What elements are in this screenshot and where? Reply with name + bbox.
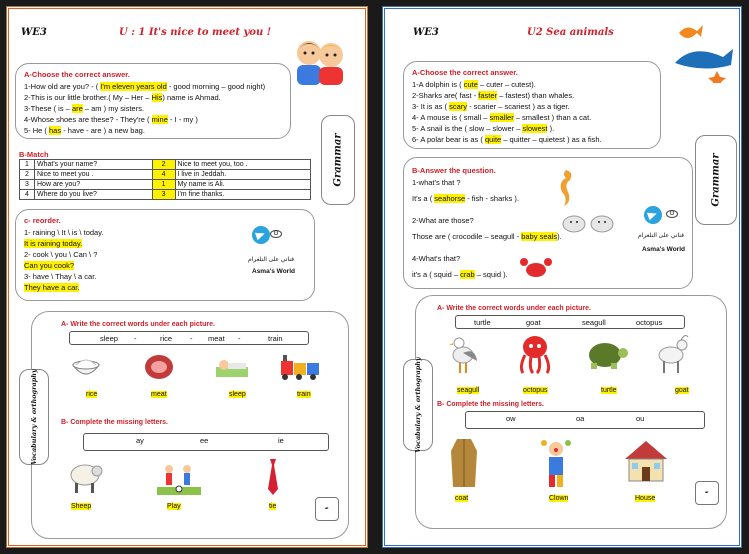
grammar-label-right: Grammar [710, 153, 722, 207]
turtle-picture [583, 337, 629, 373]
letter-bank-item: ie [278, 436, 284, 445]
left-choose-line-4 [24, 115, 198, 124]
picture-caption: rice [86, 391, 98, 398]
picture-caption: Clown [549, 495, 569, 502]
right-choose-line-1 [412, 80, 536, 89]
match-cell: 4 [20, 190, 35, 200]
letter-bank-item: ow [506, 414, 516, 423]
calligraphy-stamp-icon: ✒ [315, 497, 339, 521]
answer-text-post: - good morning – good night) [166, 82, 266, 91]
picture-caption: tie [269, 503, 277, 510]
highlighted-answer: mine [151, 115, 168, 124]
word-bank-item: sleep [100, 334, 118, 343]
match-cell: Nice to meet you . [35, 170, 153, 180]
answer-text-pre: 2-This is our little brother.( My – Her – [24, 93, 152, 102]
picture-caption: train [297, 391, 311, 398]
answer-2: Those are ( crocodile – seagull - baby seals). [412, 232, 562, 241]
right-choose-line-5 [412, 124, 554, 133]
left-choose-line-3 [24, 104, 144, 113]
highlighted-answer: smaller [489, 113, 514, 122]
match-cell: 1 [20, 160, 35, 170]
answer-text-pre: 5- A snail is the ( slow – slower – [412, 124, 523, 133]
left-worksheet-page [6, 6, 368, 548]
house-picture [623, 439, 669, 483]
word-bank-item: seagull [582, 318, 606, 327]
table-row [20, 170, 311, 180]
goat-picture [655, 333, 689, 377]
reorder-line-1 [24, 228, 103, 237]
section-b-title-right: B-Answer the question. [412, 166, 496, 175]
reorder-answer: It is raining today. [24, 239, 83, 248]
clown-picture [541, 437, 571, 491]
reorder-line-4 [24, 261, 74, 270]
section-a-title-right: A-Choose the correct answer. [412, 68, 518, 77]
match-cell: 2 [20, 170, 35, 180]
seagull-picture [449, 333, 479, 375]
match-cell: What's your name? [35, 160, 153, 170]
picture-caption: seagull [457, 387, 480, 394]
highlighted-answer: I'm eleven years old [100, 82, 167, 91]
vocab-label: Vocabulary & orthography [30, 369, 38, 465]
sea-animals-picture [673, 23, 737, 83]
answer-3: it's a ( squid – crab – squid ). [412, 270, 508, 279]
answer-text-pre: 4-Whose shoes are these? - They're ( [24, 115, 152, 124]
right-unit-title: U2 Sea animals [527, 27, 614, 38]
reorder-answer: They have a car. [24, 283, 80, 292]
reorder-line-6 [24, 283, 79, 292]
vocab-label-box-right [403, 359, 433, 451]
reorder-prompt: 1- raining \ It \ is \ today. [24, 228, 104, 237]
word-bank-item: goat [526, 318, 541, 327]
letter-bank-item: ou [636, 414, 645, 423]
section-b2-title: B- Complete the missing letters. [61, 419, 168, 426]
word-bank [69, 331, 309, 345]
logo-mark-icon: ʘ [270, 230, 282, 238]
reorder-prompt: 2- cook \ you \ Can \ ? [24, 250, 98, 259]
letter-bank-right [465, 411, 705, 429]
right-worksheet-page [382, 6, 742, 548]
answer-question-box [403, 157, 693, 289]
match-cell: 1 [152, 180, 175, 190]
question-1: 1-what's that ? [412, 178, 461, 187]
answer-text-post: - I - my ) [167, 115, 198, 124]
highlighted-answer: cute [463, 80, 478, 89]
grammar-label-box-right [695, 135, 737, 225]
choose-answer-box-right [403, 61, 661, 149]
match-cell: How are you? [35, 180, 153, 190]
word-bank-item: - [238, 334, 241, 343]
match-cell: 3 [20, 180, 35, 190]
left-unit-title: U : 1 It's nice to meet you ! [119, 27, 272, 38]
answer-text-post: – fastest) than whales. [497, 91, 575, 100]
section-b2-title-right: B- Complete the missing letters. [437, 401, 544, 408]
answer-text-pre: 1-How old are you? - ( [24, 82, 101, 91]
section-a-title: A-Choose the correct answer. [24, 70, 130, 79]
reorder-answer: Can you cook? [24, 261, 75, 270]
telegram-icon-right [644, 206, 662, 224]
reorder-prompt: 3- have \ Thay \ a car. [24, 272, 97, 281]
picture-caption: turtle [601, 387, 617, 394]
play-picture [157, 461, 201, 497]
match-cell: Nice to meet you, too . [175, 160, 310, 170]
letter-bank-item: ee [200, 436, 209, 445]
answer-text-post: ). [547, 124, 555, 133]
letter-bank-item: ay [136, 436, 144, 445]
match-cell: 3 [152, 190, 175, 200]
answer-text-post: – cuter – cutest). [477, 80, 536, 89]
octopus-picture [515, 333, 555, 375]
vocab-label-box [19, 369, 49, 465]
word-bank-right [455, 315, 685, 329]
telegram-icon [252, 226, 270, 244]
word-bank-item: - [190, 334, 193, 343]
answer-text-post: ) name is Ahmad. [162, 93, 221, 102]
answer-text-post: - scarier – scariest ) as a tiger. [467, 102, 570, 111]
letter-bank [83, 433, 329, 451]
right-choose-line-2 [412, 91, 574, 100]
answer-text-pre: 5- He ( [24, 126, 50, 135]
left-choose-line-5 [24, 126, 145, 135]
word-bank-item: octopus [636, 318, 663, 327]
section-c-title: c- reorder. [24, 216, 61, 225]
sleep-picture [214, 353, 250, 381]
left-choose-line-1 [24, 82, 265, 91]
right-choose-line-4 [412, 113, 591, 122]
highlighted-answer: are [71, 104, 83, 113]
meat-picture [143, 353, 175, 381]
choose-answer-box [15, 63, 291, 139]
left-header: WE3 [21, 27, 47, 38]
match-cell: My name is Ali. [175, 180, 310, 190]
section-a2-title: A- Write the correct words under each picture. [61, 321, 215, 328]
highlighted-answer: faster [478, 91, 498, 100]
highlighted-answer: slowest [522, 124, 548, 133]
reorder-line-2 [24, 239, 82, 248]
coat-picture [449, 437, 479, 489]
answer-text-post: – quitter – quietest ) as a fish. [501, 135, 602, 144]
word-bank-item: rice [160, 334, 173, 343]
match-cell: I'm fine thanks. [175, 190, 310, 200]
word-bank-item: meat [208, 334, 225, 343]
crab-picture [520, 256, 552, 280]
right-header: WE3 [413, 27, 439, 38]
highlighted-answer: has [49, 126, 62, 135]
reorder-line-3 [24, 250, 97, 259]
baby-seals-picture [562, 210, 616, 234]
table-row [20, 190, 311, 200]
answer-text-pre: 3- It is as ( [412, 102, 450, 111]
brand-arabic-right: قناتي على التلغرام [638, 233, 684, 239]
answer-text-pre: 3-These ( is – [24, 104, 72, 113]
section-a2-title-right: A- Write the correct words under each picture. [437, 305, 591, 312]
picture-caption: goat [675, 387, 689, 394]
match-cell: 2 [152, 160, 175, 170]
picture-caption: octopus [523, 387, 548, 394]
reorder-box [15, 209, 315, 301]
brand-arabic: قناتي على التلغرام [248, 257, 294, 263]
logo-mark-icon-right: ʘ [666, 210, 678, 218]
picture-caption: sleep [229, 391, 246, 398]
brand-name: Asma's World [252, 268, 295, 275]
match-cell: I live in Jeddah. [175, 170, 310, 180]
tie-picture [265, 457, 281, 497]
highlighted-answer: quite [484, 135, 502, 144]
letter-bank-item: oa [576, 414, 585, 423]
table-row [20, 180, 311, 190]
right-choose-line-3 [412, 102, 570, 111]
picture-caption: Sheep [71, 503, 92, 510]
rice-picture [71, 353, 101, 383]
kids-picture [291, 35, 347, 87]
reorder-line-5 [24, 272, 96, 281]
picture-caption: House [635, 495, 656, 502]
calligraphy-stamp-icon-right: ✒ [695, 481, 719, 505]
match-cell: 4 [152, 170, 175, 180]
highlighted-answer: scary [449, 102, 468, 111]
picture-caption: coat [455, 495, 469, 502]
grammar-label: Grammar [332, 133, 344, 187]
match-table [19, 159, 311, 200]
answer-text-pre: 6- A polar bear is as ( [412, 135, 485, 144]
brand-name-right: Asma's World [642, 246, 685, 253]
table-row [20, 160, 311, 170]
grammar-label-box [321, 115, 355, 205]
answer-1: It's a ( seahorse - fish - sharks ). [412, 194, 519, 203]
answer-text-post: – smallest ) than a cat. [513, 113, 592, 122]
right-choose-line-6 [412, 135, 602, 144]
question-3: 4-What's that? [412, 254, 461, 263]
answer-text-post: – am ) my sisters. [82, 104, 145, 113]
highlighted-answer: His [151, 93, 163, 102]
match-cell: Where do you live? [35, 190, 153, 200]
answer-text-post: - have - are ) a new bag. [61, 126, 145, 135]
train-picture [279, 353, 321, 381]
word-bank-item: - [134, 334, 137, 343]
picture-caption: meat [151, 391, 167, 398]
answer-text-pre: 2-Sharks are( fast - [412, 91, 479, 100]
answer-text-pre: 1-A dolphin is ( [412, 80, 464, 89]
picture-caption: Play [167, 503, 181, 510]
word-bank-item: turtle [474, 318, 491, 327]
vocab-label-right: Vocabulary & orthography [414, 357, 422, 453]
section-b-title: B-Match [19, 150, 49, 159]
answer-text-pre: 4- A mouse is ( small – [412, 113, 490, 122]
left-choose-line-2 [24, 93, 221, 102]
sheep-picture [67, 459, 103, 495]
question-2: 2-What are those? [412, 216, 474, 225]
seahorse-picture [556, 168, 576, 208]
word-bank-item: train [268, 334, 283, 343]
